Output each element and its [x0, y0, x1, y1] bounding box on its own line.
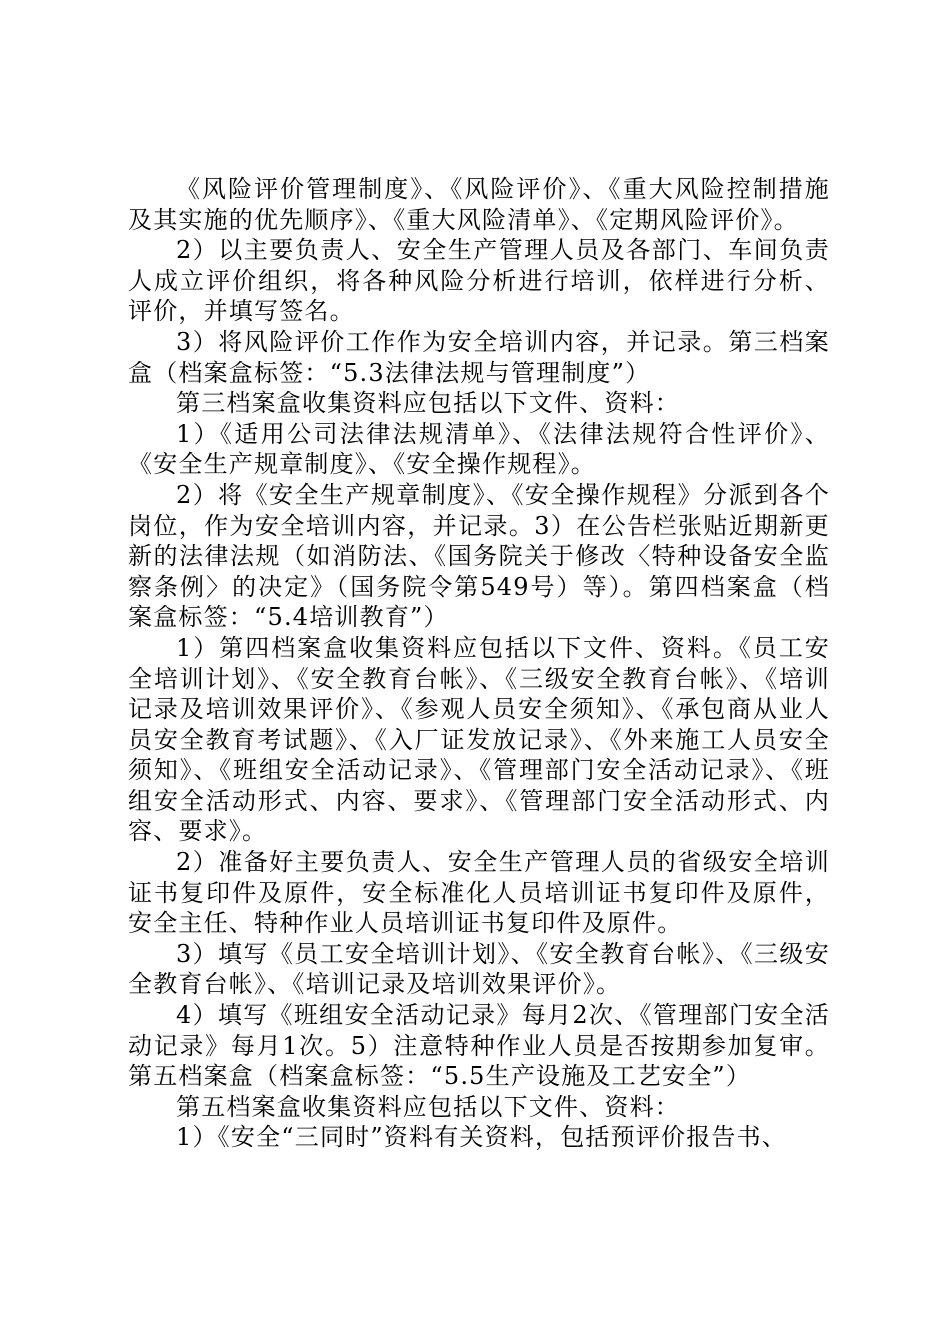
paragraph-box3-item1: 1）《适用公司法律法规清单》、《法律法规符合性评价》、《安全生产规章制度》、《安全操作规程》。 — [128, 419, 830, 479]
paragraph-box3-item2-3: 2）将《安全生产规章制度》、《安全操作规程》分派到各个岗位，作为安全培训内容，并记录。3）在公告栏张贴近期新更新的法律法规（如消防法、《国务院关于修改〈特种设备安全监察条例〉的决定》（国务院令第549号）等）。第四档案盒（档案盒标签：“5.4培训教育”） — [128, 480, 830, 632]
paragraph-box5-intro: 第五档案盒收集资料应包括以下文件、资料： — [176, 1092, 680, 1121]
paragraph-risk-docs: 《风险评价管理制度》、《风险评价》、《重大风险控制措施及其实施的优先顺序》、《重大风险清单》、《定期风险评价》。 — [128, 175, 830, 234]
paragraph-box4-item2: 2）准备好主要负责人、安全生产管理人员的省级安全培训证书复印件及原件，安全标准化人员培训证书复印件及原件，安全主任、特种作业人员培训证书复印件及原件。 — [128, 848, 830, 938]
paragraph-box4-item1: 1）第四档案盒收集资料应包括以下文件、资料。《员工安全培训计划》、《安全教育台帐》、《三级安全教育台帐》、《培训记录及培训效果评价》、《参观人员安全须知》、《承包商从业人员安全教育考试题》、《入厂证发放记录》、《外来施工人员安全须知》、《班组安全活动记录》、《管理部门安全活动记录》、《班组安全活动形式、内容、要求》、《管理部门安全活动形式、内容、要求》。 — [128, 633, 830, 846]
paragraph-training-record-box3: 3）将风险评价工作作为安全培训内容，并记录。第三档案盒（档案盒标签：“5.3法律法规与管理制度”） — [128, 327, 830, 387]
paragraph-box4-item3: 3）填写《员工安全培训计划》、《安全教育台帐》、《三级安全教育台帐》、《培训记录及培训效果评价》。 — [128, 939, 830, 999]
paragraph-box4-item4-5: 4）填写《班组安全活动记录》每月2次、《管理部门安全活动记录》每月1次。5）注意特种作业人员是否按期参加复审。第五档案盒（档案盒标签：“5.5生产设施及工艺安全”） — [128, 1001, 830, 1091]
paragraph-box5-item1: 1）《安全“三同时”资料有关资料，包括预评价报告书、 — [176, 1123, 788, 1152]
document-body — [128, 174, 830, 1153]
paragraph-evaluation-team: 2）以主要负责人、安全生产管理人员及各部门、车间负责人成立评价组织，将各种风险分析进行培训，依样进行分析、评价，并填写签名。 — [128, 236, 830, 326]
paragraph-box3-intro: 第三档案盒收集资料应包括以下文件、资料： — [176, 389, 680, 418]
